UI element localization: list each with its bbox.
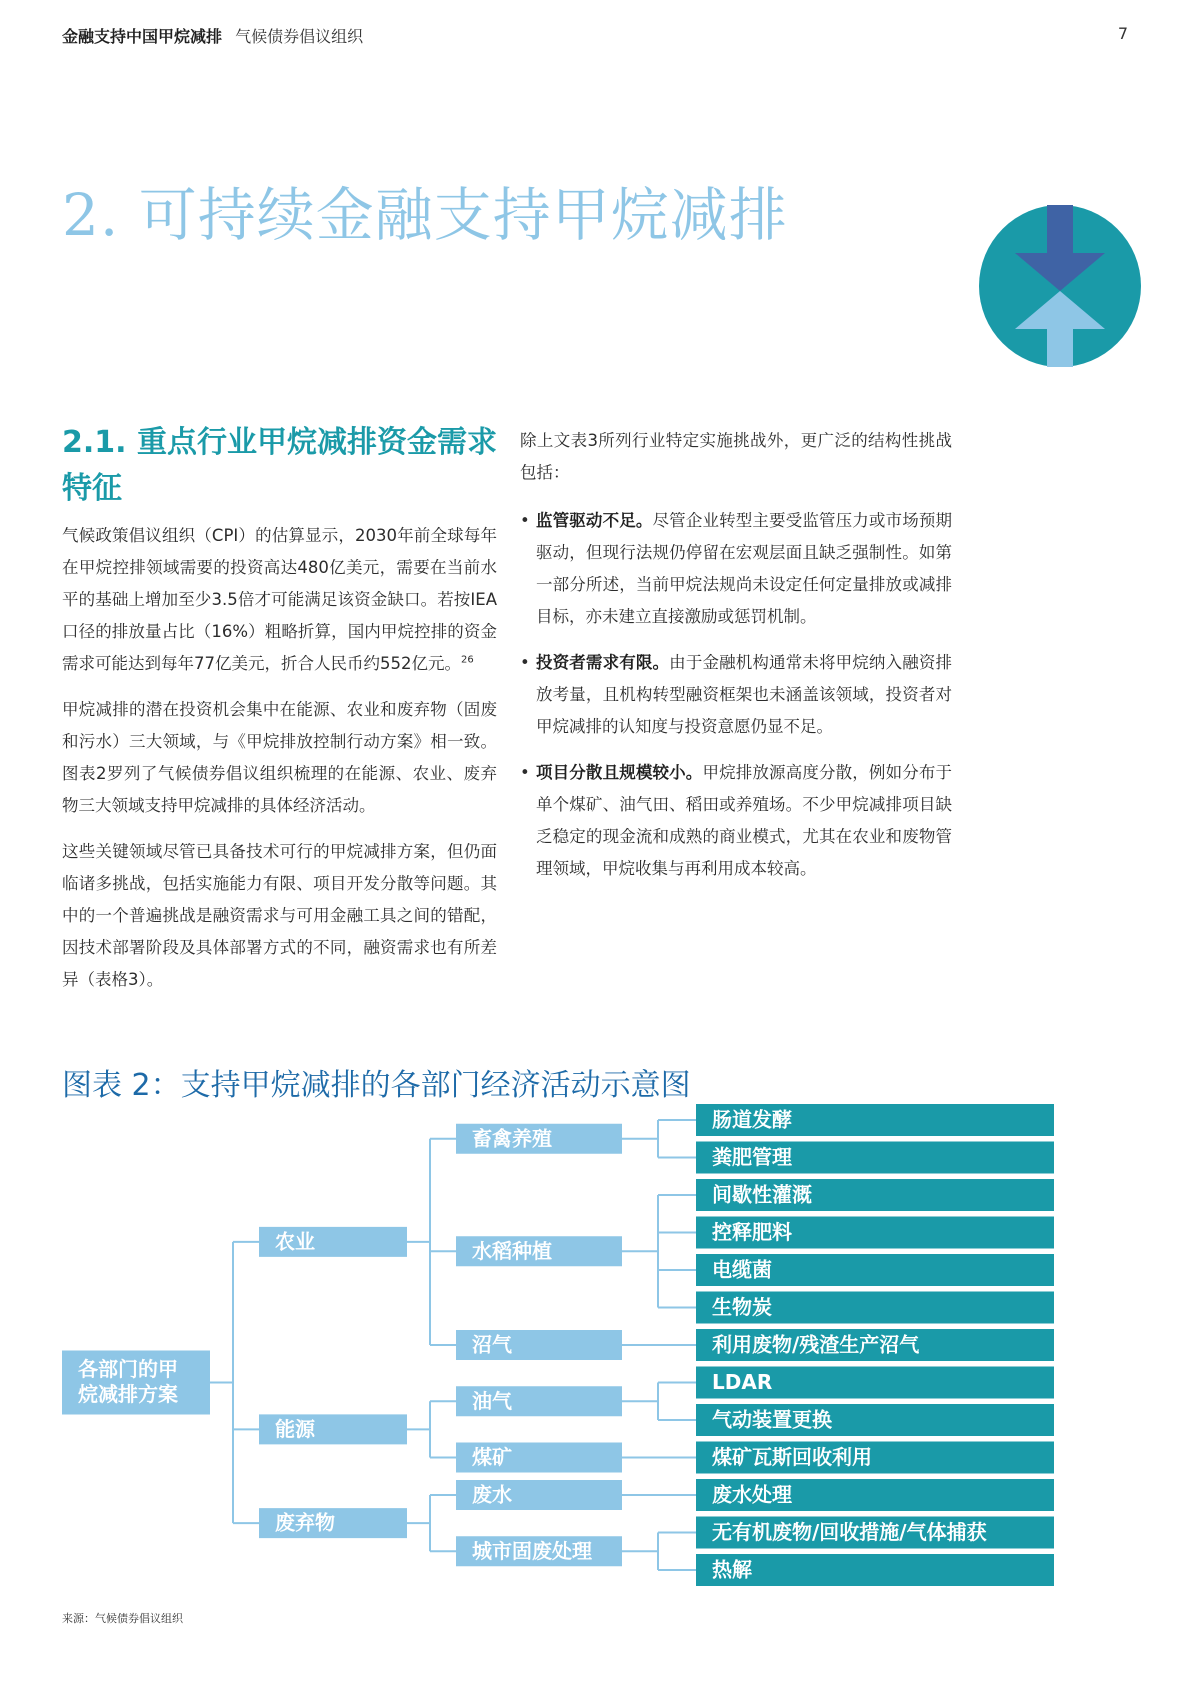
subsector-node-label: 畜禽养殖 — [472, 1126, 552, 1151]
right-column — [520, 425, 952, 899]
page-header — [62, 24, 1128, 48]
root-node-label-line2: 烷减排方案 — [78, 1382, 178, 1406]
activity-node-label: 煤矿瓦斯回收利用 — [712, 1445, 872, 1469]
challenge-item: • 监管驱动不足。尽管企业转型主要受监管压力或市场预期驱动，但现行法规仍停留在宏观层面且缺乏强制性。如第一部分所述，当前甲烷法规尚未设定任何定量排放或减排目标，亦未建立直接激励或惩罚机制。 — [520, 505, 952, 633]
activity-node-label: 热解 — [712, 1557, 752, 1582]
chapter-title: 2. 可持续金融支持甲烷减排 — [62, 181, 788, 249]
subsector-node-label: 煤矿 — [472, 1445, 512, 1469]
subsector-node-label: 废水 — [472, 1482, 512, 1507]
activity-node-label: 无有机废物/回收措施/气体捕获 — [712, 1520, 987, 1544]
challenge-item: • 项目分散且规模较小。甲烷排放源高度分散，例如分布于单个煤矿、油气田、稻田或养殖场。不少甲烷减排项目缺乏稳定的现金流和成熟的商业模式，尤其在农业和废物管理领域，甲烷收集与再利用成本较高。 — [520, 757, 952, 885]
activity-node-label: 电缆菌 — [712, 1257, 772, 1282]
sector-node-label: 能源 — [275, 1416, 315, 1441]
paragraph-funding-need: 气候政策倡议组织（CPI）的估算显示，2030年前全球每年在甲烷控排领域需要的投资高达480亿美元，需要在当前水平的基础上增加至少3.5倍才可能满足该资金缺口。若按IEA口径的排放量占比（16%）粗略折算，国内甲烷控排的资金需求可能达到每年77亿美元，折合人民币约552亿元。$^{26}$ — [62, 526, 497, 673]
figure-title: 图表 2：支持甲烷减排的各部门经济活动示意图 — [62, 1068, 691, 1103]
report-title: 金融支持中国甲烷减排 — [62, 27, 223, 46]
figure-source: 来源：气候债券倡议组织 — [62, 1612, 183, 1625]
paragraph-investment-areas: 甲烷减排的潜在投资机会集中在能源、农业和废弃物（固废和污水）三大领域，与《甲烷排放控制行动方案》相一致。图表2罗列了气候债券倡议组织梳理的在能源、农业、废弃物三大领域支持甲烷减排的具体经济活动。 — [62, 700, 497, 815]
section-title: 2.1. 重点行业甲烷减排资金需求特征 — [62, 425, 497, 506]
subsector-node-label: 水稻种植 — [472, 1238, 552, 1263]
sector-node-label: 废弃物 — [275, 1510, 335, 1535]
activity-node-label: 生物炭 — [712, 1295, 772, 1319]
activity-node-label: 粪肥管理 — [712, 1145, 792, 1169]
reduction-arrows-icon — [979, 205, 1141, 367]
activity-node-label: 气动装置更换 — [712, 1407, 832, 1432]
footnote-ref: 26 — [461, 654, 474, 666]
sector-node-label: 农业 — [275, 1229, 315, 1254]
activity-node-label: 废水处理 — [712, 1482, 792, 1507]
paragraph-challenges: 这些关键领域尽管已具备技术可行的甲烷减排方案，但仍面临诸多挑战，包括实施能力有限、项目开发分散等问题。其中的一个普遍挑战是融资需求与可用金融工具之间的错配，因技术部署阶段及具体部署方式的不同，融资需求也有所差异（表格3）。 — [62, 842, 497, 989]
activity-node-label: LDAR — [712, 1370, 773, 1394]
left-column — [62, 520, 497, 1010]
activity-node-label: 间歇性灌溉 — [712, 1182, 812, 1207]
subsector-node-label: 沼气 — [472, 1332, 512, 1357]
organization-name: 气候债券倡议组织 — [235, 27, 364, 46]
activity-node-label: 肠道发酵 — [712, 1107, 792, 1132]
subsector-node-label: 城市固废处理 — [472, 1538, 592, 1563]
sector-activity-tree — [62, 1100, 1132, 1610]
activity-node-label: 利用废物/残渣生产沼气 — [712, 1332, 920, 1357]
activity-node-label: 控释肥料 — [712, 1220, 792, 1244]
challenge-item: • 投资者需求有限。由于金融机构通常未将甲烷纳入融资排放考量，且机构转型融资框架也未涵盖该领域，投资者对甲烷减排的认知度与投资意愿仍显不足。 — [520, 647, 952, 743]
subsector-node-label: 油气 — [472, 1388, 512, 1413]
challenges-intro: 除上文表3所列行业特定实施挑战外，更广泛的结构性挑战包括： — [520, 431, 952, 482]
challenge-list — [520, 505, 952, 885]
page-number: 7 — [1117, 24, 1128, 43]
root-node-label-line1: 各部门的甲 — [78, 1357, 178, 1381]
